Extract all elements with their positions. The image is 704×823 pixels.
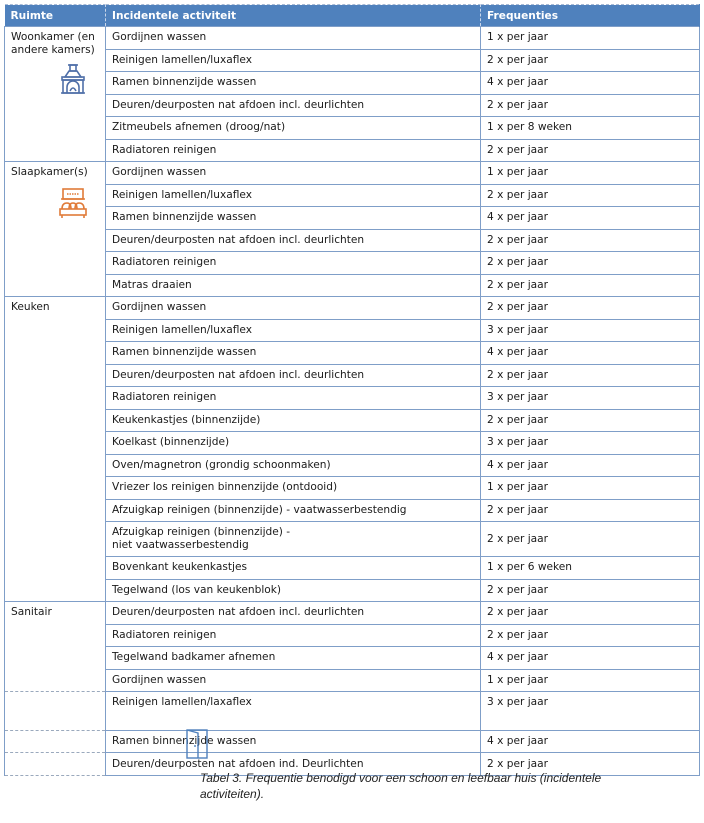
frequency-cell: 2 x per jaar [481, 94, 700, 117]
activity-cell: Koelkast (binnenzijde) [106, 432, 481, 455]
activity-cell: Gordijnen wassen [106, 669, 481, 692]
table-row [5, 579, 700, 602]
table-row [5, 229, 700, 252]
fireplace-icon [57, 63, 89, 95]
activity-cell: Oven/magnetron (grondig schoonmaken) [106, 454, 481, 477]
frequency-cell: 2 x per jaar [481, 624, 700, 647]
activity-cell: Deuren/deurposten nat afdoen incl. deurlichten [106, 94, 481, 117]
frequency-cell: 1 x per 8 weken [481, 117, 700, 140]
table-row [5, 139, 700, 162]
table-row [5, 454, 700, 477]
frequency-cell: 2 x per jaar [481, 409, 700, 432]
activity-cell: Vriezer los reinigen binnenzijde (ontdooid) [106, 477, 481, 500]
activity-cell: Ramen binnenzijde wassen [106, 731, 481, 753]
room-cell-empty [5, 731, 106, 753]
table-row [5, 731, 700, 753]
table-row [5, 184, 700, 207]
table-row [5, 647, 700, 670]
activity-cell: Keukenkastjes (binnenzijde) [106, 409, 481, 432]
activity-cell: Deuren/deurposten nat afdoen incl. deurlichten [106, 229, 481, 252]
table-row [5, 252, 700, 275]
frequency-cell: 4 x per jaar [481, 342, 700, 365]
frequency-cell: 3 x per jaar [481, 692, 700, 731]
room-cell-empty [5, 753, 106, 776]
frequency-cell: 2 x per jaar [481, 579, 700, 602]
room-cell-woonkamer [5, 27, 106, 162]
activity-cell: Deuren/deurposten nat afdoen incl. deurlichten [106, 364, 481, 387]
activity-cell: Tegelwand (los van keukenblok) [106, 579, 481, 602]
frequency-cell: 2 x per jaar [481, 139, 700, 162]
frequency-cell: 2 x per jaar [481, 522, 700, 557]
table-row [5, 274, 700, 297]
room-label: Slaapkamer(s) [11, 166, 88, 178]
table-row [5, 319, 700, 342]
activity-cell: Reinigen lamellen/luxaflex [106, 319, 481, 342]
header-frequency: Frequenties [481, 5, 700, 27]
frequency-cell: 2 x per jaar [481, 602, 700, 625]
room-cell-empty [5, 692, 106, 731]
frequency-cell: 3 x per jaar [481, 387, 700, 410]
table-row [5, 409, 700, 432]
table-row [5, 117, 700, 140]
activity-cell: Radiatoren reinigen [106, 139, 481, 162]
activity-cell: Ramen binnenzijde wassen [106, 72, 481, 95]
activity-cell: Zitmeubels afnemen (droog/nat) [106, 117, 481, 140]
frequency-cell: 1 x per 6 weken [481, 557, 700, 580]
room-cell-slaapkamer [5, 162, 106, 297]
frequency-cell: 2 x per jaar [481, 297, 700, 320]
table-row [5, 342, 700, 365]
activity-cell: Tegelwand badkamer afnemen [106, 647, 481, 670]
activity-cell: Reinigen lamellen/luxaflex [106, 49, 481, 72]
activity-cell: Ramen binnenzijde wassen [106, 207, 481, 230]
frequency-cell: 2 x per jaar [481, 753, 700, 776]
frequency-cell: 2 x per jaar [481, 274, 700, 297]
frequency-cell: 2 x per jaar [481, 499, 700, 522]
activity-cell: Gordijnen wassen [106, 27, 481, 50]
frequency-cell: 2 x per jaar [481, 49, 700, 72]
table-row [5, 72, 700, 95]
frequency-table [4, 4, 700, 776]
table-row [5, 477, 700, 500]
table-row [5, 692, 700, 731]
door-icon [186, 729, 208, 759]
table-row [5, 207, 700, 230]
table-row [5, 522, 700, 557]
activity-cell: Matras draaien [106, 274, 481, 297]
bed-icon [57, 187, 89, 219]
table-row [5, 364, 700, 387]
table-row [5, 27, 700, 50]
frequency-cell: 4 x per jaar [481, 72, 700, 95]
table-caption: Tabel 3. Frequentie benodigd voor een schoon en leefbaar huis (incidentele activiteiten). [200, 771, 602, 801]
activity-cell: Gordijnen wassen [106, 297, 481, 320]
table-row [5, 297, 700, 320]
room-label: Keuken [11, 301, 50, 313]
frequency-cell: 2 x per jaar [481, 364, 700, 387]
activity-cell: Reinigen lamellen/luxaflex [106, 184, 481, 207]
frequency-cell: 4 x per jaar [481, 731, 700, 753]
activity-cell: Reinigen lamellen/laxaflex [106, 692, 481, 731]
room-label: Sanitair [11, 606, 52, 618]
activity-cell: Radiatoren reinigen [106, 252, 481, 275]
activity-cell: Bovenkant keukenkastjes [106, 557, 481, 580]
activity-cell: Gordijnen wassen [106, 162, 481, 185]
table-row [5, 49, 700, 72]
table-row [5, 602, 700, 625]
frequency-cell: 1 x per jaar [481, 669, 700, 692]
activity-cell: Radiatoren reinigen [106, 624, 481, 647]
activity-cell: Deuren/deurposten nat afdoen incl. deurlichten [106, 602, 481, 625]
room-label: Woonkamer (en andere kamers) [11, 31, 95, 56]
table-row [5, 499, 700, 522]
activity-cell: Afzuigkap reinigen (binnenzijde) - vaatwasserbestendig [106, 499, 481, 522]
table-row [5, 432, 700, 455]
activity-cell: Deuren/deurposten nat afdoen ind. Deurlichten [106, 753, 481, 776]
room-cell-sanitair [5, 602, 106, 692]
frequency-cell: 2 x per jaar [481, 184, 700, 207]
frequency-cell: 4 x per jaar [481, 647, 700, 670]
frequency-cell: 3 x per jaar [481, 319, 700, 342]
frequency-cell: 3 x per jaar [481, 432, 700, 455]
table-row [5, 94, 700, 117]
activity-line-2: niet vaatwasserbestendig [112, 539, 249, 551]
header-activity: Incidentele activiteit [106, 5, 481, 27]
table-row [5, 557, 700, 580]
room-cell-keuken [5, 297, 106, 602]
frequency-cell: 4 x per jaar [481, 454, 700, 477]
activity-cell: Radiatoren reinigen [106, 387, 481, 410]
activity-cell [106, 522, 481, 557]
frequency-cell: 1 x per jaar [481, 27, 700, 50]
frequency-cell: 2 x per jaar [481, 229, 700, 252]
frequency-cell: 1 x per jaar [481, 477, 700, 500]
activity-line-1: Afzuigkap reinigen (binnenzijde) - [112, 526, 291, 538]
activity-cell: Ramen binnenzijde wassen [106, 342, 481, 365]
frequency-cell: 1 x per jaar [481, 162, 700, 185]
header-row [5, 5, 700, 27]
header-room: Ruimte [5, 5, 106, 27]
frequency-cell: 2 x per jaar [481, 252, 700, 275]
table-row [5, 669, 700, 692]
table-row [5, 624, 700, 647]
table-row [5, 162, 700, 185]
table-row [5, 387, 700, 410]
frequency-cell: 4 x per jaar [481, 207, 700, 230]
